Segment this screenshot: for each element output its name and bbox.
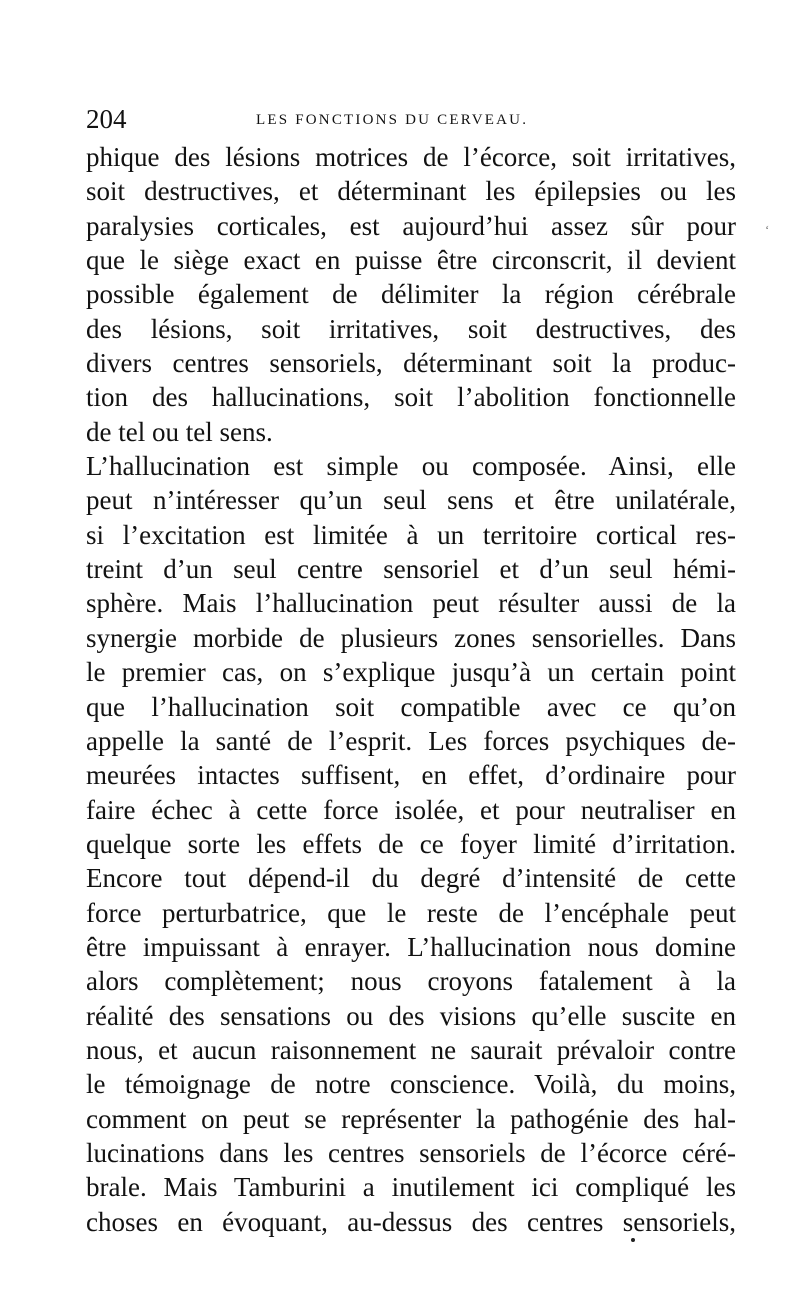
running-head [86, 104, 736, 134]
text-line: le premier cas, on s’explique jusqu’à un certain point [86, 657, 736, 688]
text-line: faire échec à cette force isolée, et pour neutraliser en [86, 794, 736, 825]
text-line: Encore tout dépend-il du degré d’intensité de cette [86, 863, 736, 894]
text-line: lucinations dans les centres sensoriels de l’écorce céré- [86, 1137, 736, 1168]
text-line: choses en évoquant, au-dessus des centres sensoriels, [86, 1206, 736, 1237]
text-line: quelque sorte les effets de ce foyer limité d’irritation. [86, 828, 736, 859]
text-line: appelle la santé de l’esprit. Les forces psychiques de- [86, 725, 736, 756]
text-line: meurées intactes suffisent, en effet, d’ordinaire pour [86, 760, 736, 791]
text-line: sphère. Mais l’hallucination peut résulter aussi de la [86, 588, 736, 619]
text-line: alors complètement; nous croyons fatalement à la [86, 966, 736, 997]
text-line: phique des lésions motrices de l’écorce, soit irritatives, [86, 142, 736, 172]
body-text [86, 140, 736, 1239]
text-line: nous, et aucun raisonnement ne saurait prévaloir contre [86, 1034, 736, 1065]
text-line: être impuissant à enrayer. L’hallucination nous domine [86, 931, 736, 962]
page-number: 204 [86, 104, 127, 134]
text-line: le témoignage de notre conscience. Voilà, du moins, [86, 1069, 736, 1100]
print-speck [631, 1238, 635, 1242]
text-line: force perturbatrice, que le reste de l’encéphale peut [86, 897, 736, 928]
text-line: que l’hallucination soit compatible avec ce qu’on [86, 691, 736, 722]
text-line: si l’excitation est limitée à un territoire cortical res- [86, 519, 736, 550]
text-line: soit destructives, et déterminant les épilepsies ou les [86, 176, 736, 207]
text-line: tion des hallucinations, soit l’abolition fonctionnelle [86, 382, 736, 413]
text-line: possible également de délimiter la région cérébrale [86, 279, 736, 310]
text-line: comment on peut se représenter la pathogénie des hal- [86, 1103, 736, 1134]
text-line: divers centres sensoriels, déterminant soit la produc- [86, 348, 736, 379]
text-line: brale. Mais Tamburini a inutilement ici compliqué les [86, 1172, 736, 1203]
text-line: treint d’un seul centre sensoriel et d’un seul hémi- [86, 554, 736, 585]
text-line: de tel ou tel sens. [86, 416, 273, 447]
margin-mark: ‘ [765, 222, 770, 237]
text-line: que le siège exact en puisse être circonscrit, il devient [86, 245, 736, 276]
text-line: réalité des sensations ou des visions qu’elle suscite en [86, 1000, 736, 1031]
paragraph-start: L’hallucination est simple ou composée. Ainsi, elle [86, 451, 736, 482]
text-line: synergie morbide de plusieurs zones sensorielles. Dans [86, 622, 736, 653]
text-line: paralysies corticales, est aujourd’hui assez sûr pour [86, 210, 736, 241]
text-line: peut n’intéresser qu’un seul sens et être unilatérale, [86, 485, 736, 516]
text-line: des lésions, soit irritatives, soit destructives, des [86, 313, 736, 344]
running-title: LES FONCTIONS DU CERVEAU. [256, 112, 529, 128]
